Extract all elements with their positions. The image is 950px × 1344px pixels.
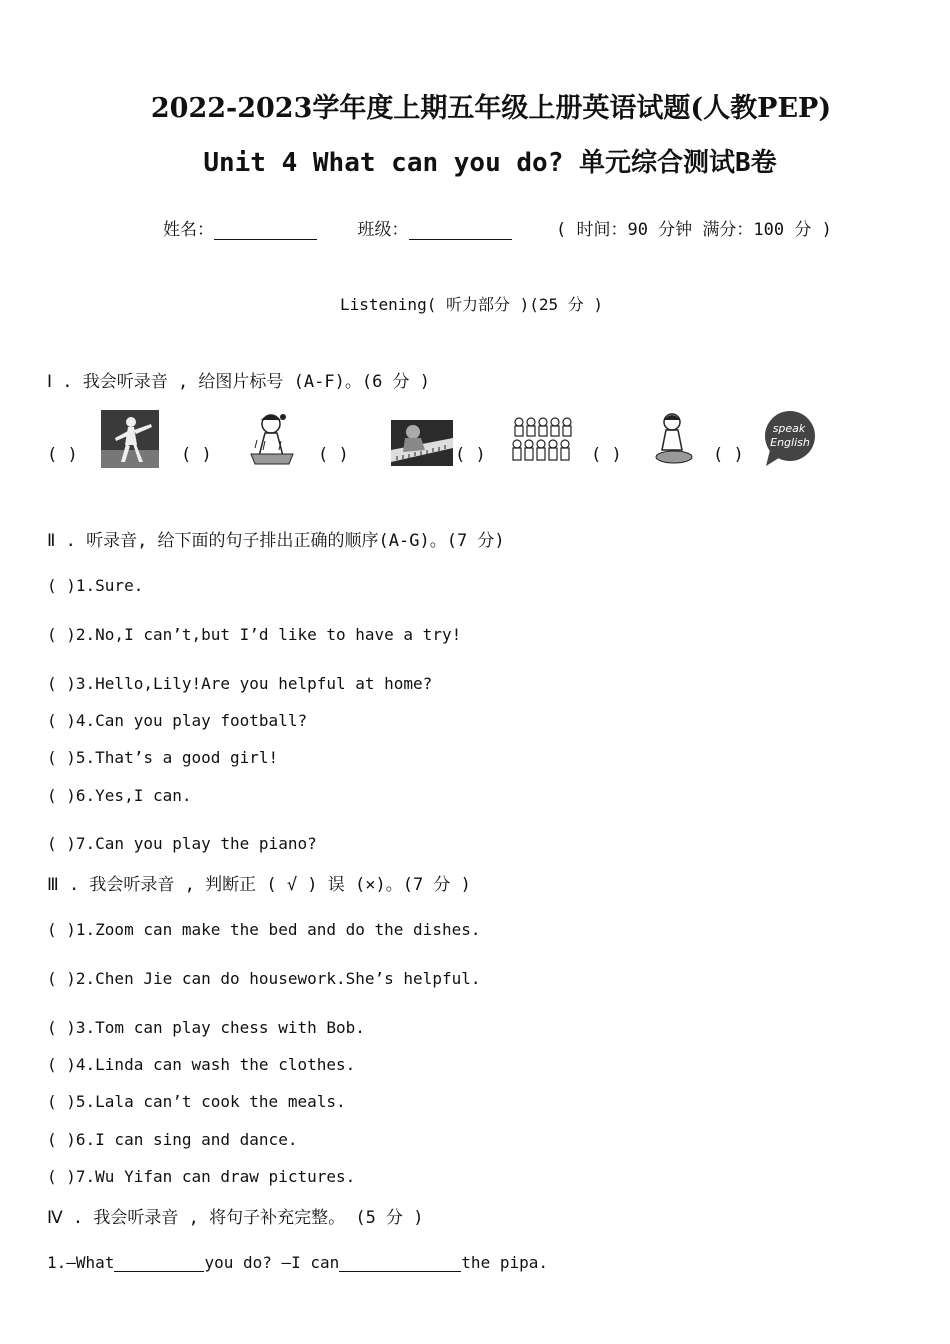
q1-part-a: 1.—What	[47, 1253, 115, 1272]
section3-item: ( )4.Linda can wash the clothes.	[47, 1055, 356, 1074]
answer-paren[interactable]: ( )	[181, 445, 212, 465]
section4-question1	[47, 1253, 548, 1272]
section4-title: Ⅳ . 我会听录音 , 将句子补充完整。 (5 分 )	[47, 1208, 424, 1228]
piano-photo	[391, 420, 453, 466]
section2-item: ( )7.Can you play the piano?	[47, 834, 317, 853]
section2-item: ( )5.That’s a good girl!	[47, 748, 279, 767]
section2-item: ( )4.Can you play football?	[47, 711, 308, 730]
section3-item: ( )7.Wu Yifan can draw pictures.	[47, 1167, 356, 1186]
listening-header: Listening( 听力部分 )(25 分 )	[340, 295, 604, 314]
page-title: 2022-2023学年度上期五年级上册英语试题(人教PEP)	[150, 93, 832, 124]
page-subtitle: Unit 4 What can you do? 单元综合测试B卷	[203, 148, 777, 178]
q1-part-b: you do? —I can	[204, 1253, 340, 1272]
girl-cooking-drawing	[243, 408, 301, 468]
section1-title: Ⅰ . 我会听录音 , 给图片标号 (A-F)。(6 分 )	[47, 372, 431, 392]
name-blank[interactable]	[214, 221, 317, 240]
section2-title: Ⅱ . 听录音, 给下面的句子排出正确的顺序(A-G)。(7 分)	[47, 531, 505, 551]
time-info: ( 时间：90 分钟 满分：100 分 )	[556, 220, 832, 240]
section2-item: ( )1.Sure.	[47, 576, 144, 595]
section3-item: ( )5.Lala can’t cook the meals.	[47, 1092, 346, 1111]
bubble-line2: English	[770, 436, 810, 449]
kungfu-photo	[101, 410, 159, 468]
section3-item: ( )3.Tom can play chess with Bob.	[47, 1018, 365, 1037]
answer-paren[interactable]: ( )	[591, 445, 622, 465]
section3-title: Ⅲ . 我会听录音 , 判断正 ( √ ) 误 (×)。(7 分 )	[47, 875, 471, 895]
q1-part-c: the pipa.	[461, 1253, 548, 1272]
student-info-row	[163, 215, 832, 240]
children-group-drawing	[509, 414, 573, 468]
section2-item: ( )3.Hello,Lily!Are you helpful at home?	[47, 674, 433, 693]
section2-item: ( )2.No,I can’t,but I’d like to have a try!	[47, 625, 462, 644]
girl-washing-drawing	[652, 410, 696, 468]
bubble-line1: speak	[772, 422, 806, 435]
answer-paren[interactable]: ( )	[318, 445, 349, 465]
answer-paren[interactable]: ( )	[455, 445, 486, 465]
section2-item: ( )6.Yes,I can.	[47, 786, 192, 805]
answer-paren[interactable]: ( )	[47, 445, 78, 465]
section3-item: ( )2.Chen Jie can do housework.She’s helpful.	[47, 969, 481, 988]
section3-item: ( )6.I can sing and dance.	[47, 1130, 298, 1149]
class-label: 班级：	[357, 220, 409, 240]
answer-paren[interactable]: ( )	[713, 445, 744, 465]
q1-blank2[interactable]	[339, 1255, 461, 1272]
class-blank[interactable]	[409, 221, 512, 240]
q1-blank1[interactable]	[114, 1255, 204, 1272]
name-label: 姓名：	[163, 220, 214, 240]
section3-item: ( )1.Zoom can make the bed and do the dishes.	[47, 920, 481, 939]
speak-english-bubble	[762, 410, 818, 468]
